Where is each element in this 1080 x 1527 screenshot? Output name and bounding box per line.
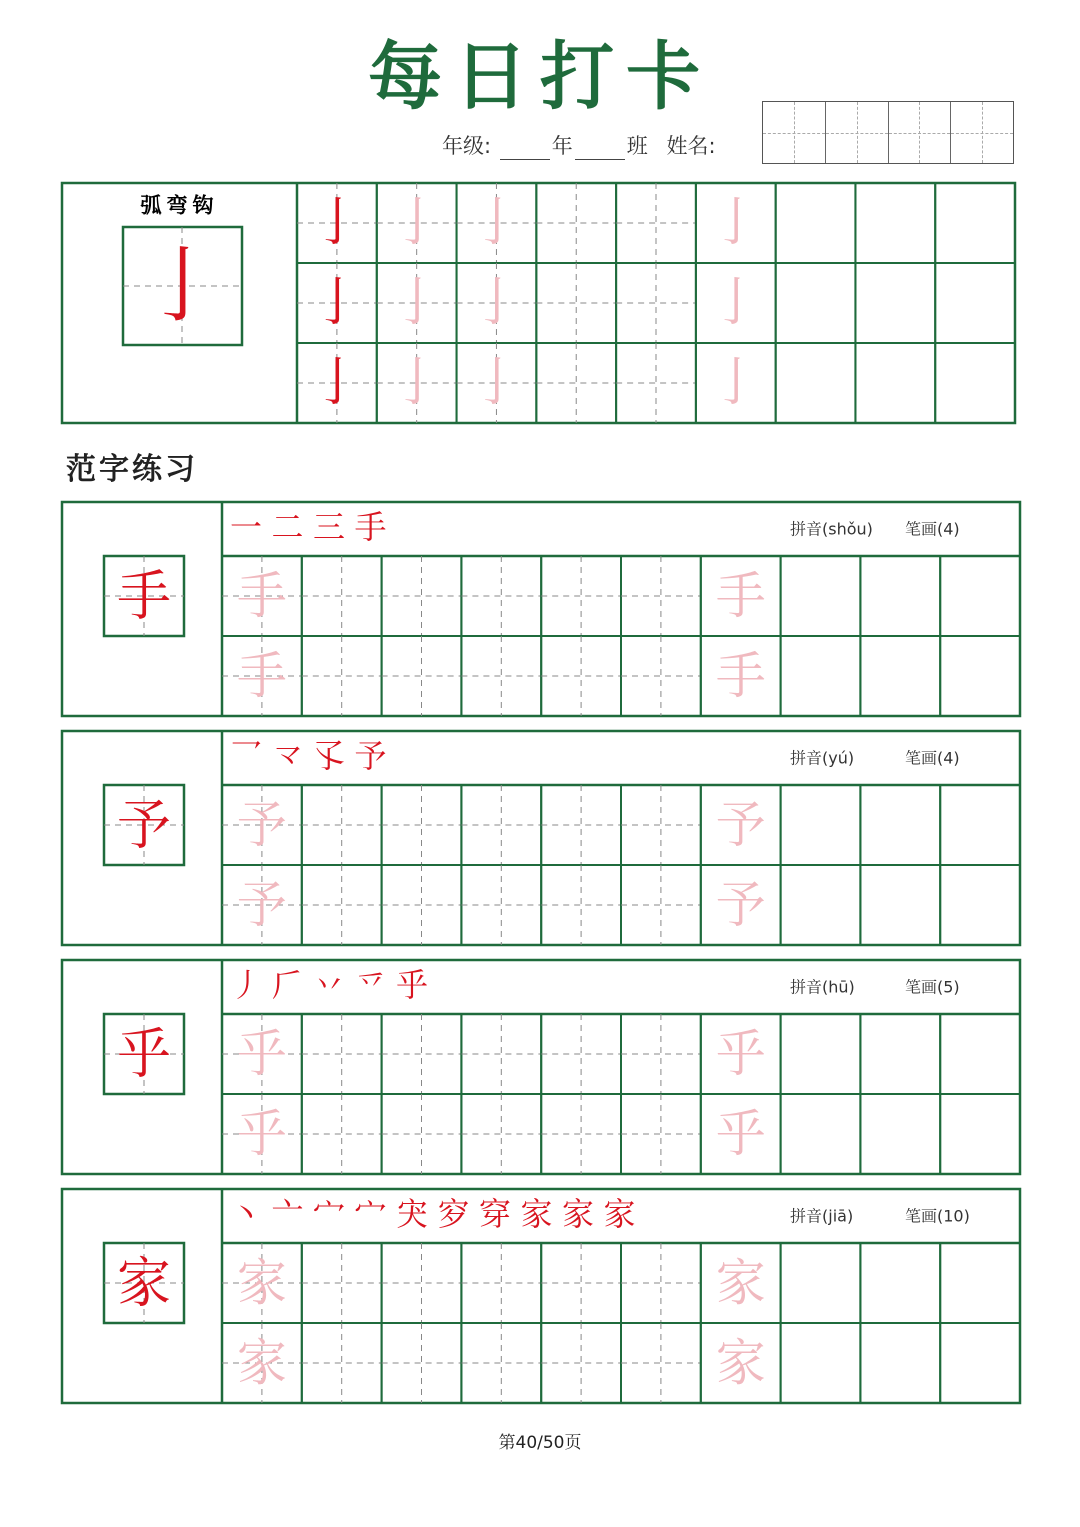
trace-glyph: 予 xyxy=(715,796,766,854)
stroke-order-step: 穿 xyxy=(478,1195,512,1233)
stroke-order-step: 予 xyxy=(354,737,387,775)
trace-glyph: 予 xyxy=(715,876,766,934)
stroke-count-label: 笔画(4) xyxy=(905,519,960,539)
trace-glyph: 乎 xyxy=(715,1025,766,1083)
practice-cell xyxy=(940,785,1020,865)
stroke-trace-glyph: 亅 xyxy=(709,353,762,413)
stroke-order-step: 乎 xyxy=(395,966,429,1004)
trace-glyph: 手 xyxy=(236,567,287,625)
stroke-trace-glyph: 亅 xyxy=(390,273,443,333)
stroke-order-step: 家 xyxy=(603,1195,636,1233)
practice-cell xyxy=(860,1014,940,1094)
stroke-trace-glyph: 亅 xyxy=(390,193,443,253)
practice-cell xyxy=(860,636,940,716)
trace-glyph: 家 xyxy=(236,1334,287,1392)
section-title: 范字练习 xyxy=(66,452,198,487)
trace-glyph: 手 xyxy=(715,567,766,625)
trace-glyph: 予 xyxy=(236,876,287,934)
practice-cell xyxy=(781,556,861,636)
practice-cell xyxy=(860,865,940,945)
stroke-order-step: 宀 xyxy=(312,1195,346,1233)
trace-glyph: 家 xyxy=(715,1334,766,1392)
practice-cell xyxy=(776,183,856,263)
pinyin-label: 拼音(jiā) xyxy=(790,1206,854,1226)
stroke-trace-glyph: 亅 xyxy=(709,193,762,253)
stroke-demo-glyph: 亅 xyxy=(310,193,363,253)
practice-cell xyxy=(935,263,1015,343)
grade-label: 年级: xyxy=(442,134,492,158)
practice-cell xyxy=(860,1323,940,1403)
stroke-order-step: 丶 xyxy=(229,1195,263,1233)
stroke-order-step: 一 xyxy=(229,508,263,546)
page-number: 第40/50页 xyxy=(498,1433,582,1453)
char-model-glyph: 手 xyxy=(117,564,171,628)
practice-cell xyxy=(855,183,935,263)
practice-cell xyxy=(940,1323,1020,1403)
stroke-order-step: 丿 xyxy=(229,966,263,1004)
trace-glyph: 手 xyxy=(236,647,287,705)
practice-cell xyxy=(940,865,1020,945)
stroke-trace-glyph: 亅 xyxy=(470,193,523,253)
practice-cell xyxy=(940,636,1020,716)
practice-cell xyxy=(860,1243,940,1323)
stroke-order-step: 家 xyxy=(561,1195,595,1233)
trace-glyph: 乎 xyxy=(236,1105,287,1163)
practice-cell xyxy=(860,785,940,865)
trace-glyph: 家 xyxy=(236,1254,287,1312)
stroke-order-step: 手 xyxy=(354,508,387,546)
stroke-trace-glyph: 亅 xyxy=(709,273,762,333)
practice-cell xyxy=(940,556,1020,636)
stroke-order-step: 乛 xyxy=(229,737,263,775)
class-label: 班 xyxy=(626,134,648,158)
practice-cell xyxy=(935,343,1015,423)
char-model-glyph: 乎 xyxy=(117,1022,171,1086)
stroke-order-step: 丷 xyxy=(312,966,346,1004)
stroke-order-step: 亠 xyxy=(271,1195,304,1233)
practice-cell xyxy=(860,1094,940,1174)
stroke-trace-glyph: 亅 xyxy=(470,273,523,333)
practice-cell xyxy=(940,1094,1020,1174)
trace-glyph: 予 xyxy=(236,796,287,854)
stroke-model-glyph: 亅 xyxy=(140,238,224,334)
stroke-count-label: 笔画(10) xyxy=(905,1206,970,1226)
stroke-order-step: 龴 xyxy=(271,737,304,775)
practice-cell xyxy=(940,1243,1020,1323)
trace-glyph: 家 xyxy=(715,1254,766,1312)
pinyin-label: 拼音(hū) xyxy=(790,977,855,997)
practice-cell xyxy=(776,343,856,423)
trace-glyph: 乎 xyxy=(236,1025,287,1083)
pinyin-label: 拼音(yú) xyxy=(790,748,855,768)
stroke-order-step: 宀 xyxy=(354,1195,387,1233)
practice-cell xyxy=(781,636,861,716)
practice-cell xyxy=(855,343,935,423)
practice-cell xyxy=(781,1014,861,1094)
char-model-glyph: 予 xyxy=(117,793,171,857)
name-label: 姓名: xyxy=(666,134,716,158)
pinyin-label: 拼音(shǒu) xyxy=(790,519,873,539)
stroke-demo-glyph: 亅 xyxy=(310,353,363,413)
practice-cell xyxy=(781,785,861,865)
stroke-order-step: 𠂆 xyxy=(271,966,304,1004)
stroke-count-label: 笔画(4) xyxy=(905,748,960,768)
page-title: 每日打卡 xyxy=(368,34,712,120)
practice-cell xyxy=(781,865,861,945)
stroke-name: 弧弯钩 xyxy=(140,192,219,218)
stroke-count-label: 笔画(5) xyxy=(905,977,960,997)
stroke-order-step: 宊 xyxy=(395,1195,429,1233)
stroke-order-step: 三 xyxy=(312,508,346,546)
practice-cell xyxy=(776,263,856,343)
trace-glyph: 手 xyxy=(715,647,766,705)
year-label: 年 xyxy=(551,134,573,158)
practice-cell xyxy=(935,183,1015,263)
stroke-order-step: 二 xyxy=(271,508,304,546)
stroke-order-step: 穸 xyxy=(437,1195,470,1233)
char-model-glyph: 家 xyxy=(117,1251,171,1315)
stroke-order-step: 乊 xyxy=(354,966,387,1004)
stroke-demo-glyph: 亅 xyxy=(310,273,363,333)
stroke-order-step: 孓 xyxy=(312,737,346,775)
stroke-trace-glyph: 亅 xyxy=(470,353,523,413)
practice-cell xyxy=(940,1014,1020,1094)
stroke-order-step: 家 xyxy=(520,1195,553,1233)
practice-cell xyxy=(781,1323,861,1403)
practice-cell xyxy=(860,556,940,636)
practice-cell xyxy=(855,263,935,343)
stroke-trace-glyph: 亅 xyxy=(390,353,443,413)
practice-cell xyxy=(781,1094,861,1174)
trace-glyph: 乎 xyxy=(715,1105,766,1163)
practice-cell xyxy=(781,1243,861,1323)
